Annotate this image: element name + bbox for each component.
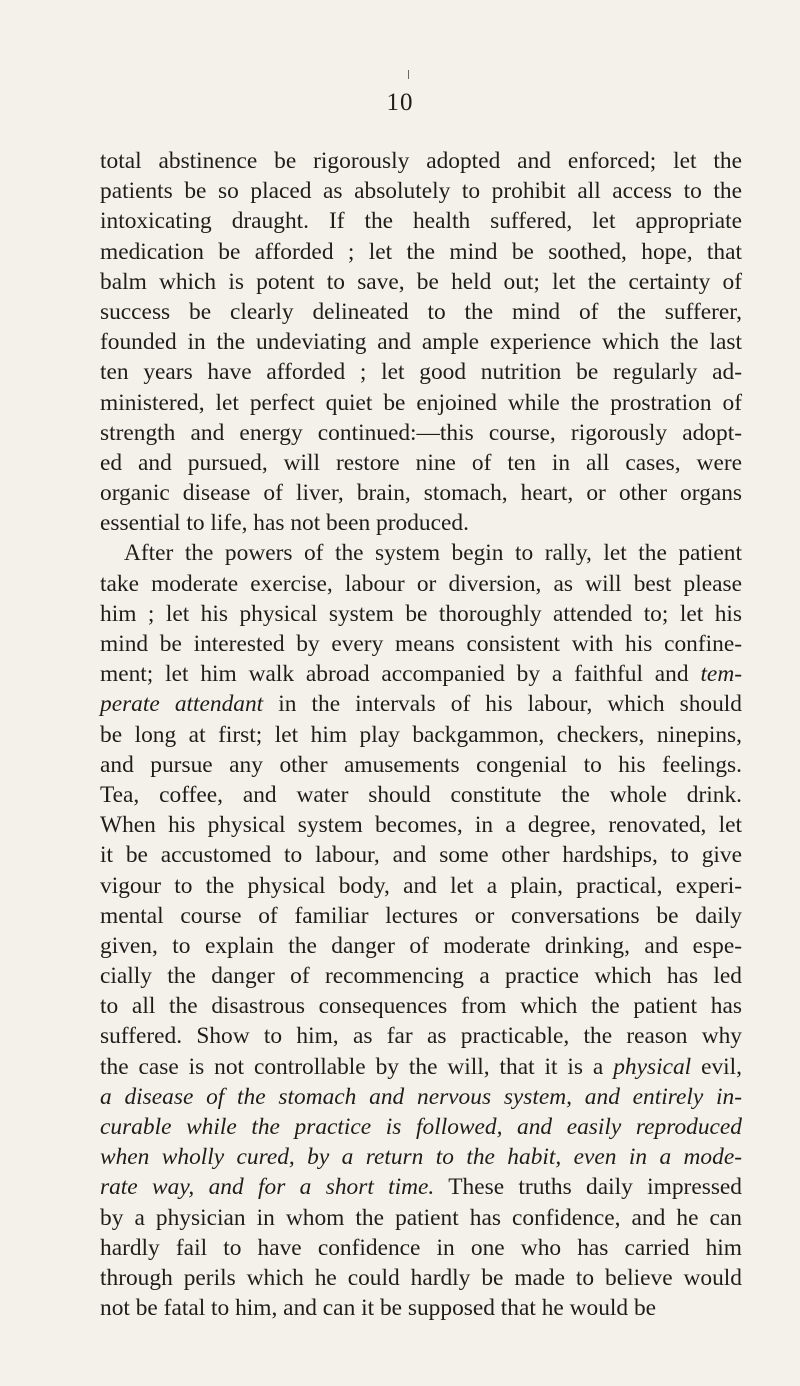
- text-line: [100, 357, 742, 387]
- text-segment: suffered. Show to him, as far as practicable, the reason why: [100, 1023, 742, 1050]
- body-text: [100, 146, 742, 1323]
- text-segment: strength and energy continued:—this course, rigorously adopt-: [100, 419, 742, 446]
- text-line: [100, 599, 742, 629]
- italic-text-segment: curable while the practice is followed, and easily reproduced: [100, 1114, 742, 1140]
- text-line: [100, 961, 742, 991]
- text-segment: mental course of familiar lectures or conversations be daily: [100, 902, 742, 929]
- text-segment: through perils which he could hardly be made to believe would: [100, 1264, 742, 1291]
- text-line: [100, 629, 742, 659]
- text-line: [100, 810, 742, 840]
- text-segment: ministered, let perfect quiet be enjoined while the prostration of: [100, 389, 742, 416]
- text-line: [100, 1021, 742, 1051]
- text-segment: essential to life, has not been produced.: [100, 510, 469, 537]
- text-line: [100, 1082, 742, 1112]
- text-segment: intoxicating draught. If the health suffered, let appropriate: [100, 208, 742, 235]
- text-segment: him ; let his physical system be thoroughly attended to; let his: [100, 600, 742, 627]
- text-segment: ment; let him walk abroad accompanied by a faithful and: [100, 661, 701, 688]
- text-line: [100, 508, 742, 538]
- text-line: [100, 297, 742, 327]
- text-segment: it be accustomed to labour, and some other hardships, to give: [100, 842, 742, 869]
- text-line: [100, 1293, 742, 1323]
- text-segment: given, to explain the danger of moderate drinking, and espe-: [100, 932, 742, 959]
- text-segment: founded in the undeviating and ample experience which the last: [100, 329, 742, 356]
- text-segment: When his physical system becomes, in a degree, renovated, let: [100, 812, 742, 839]
- text-segment: success be clearly delineated to the mind of the sufferer,: [100, 298, 742, 325]
- text-line: [100, 1233, 742, 1263]
- text-segment: to all the disastrous consequences from which the patient has: [100, 993, 742, 1020]
- text-segment: vigour to the physical body, and let a plain, practical, experi-: [100, 872, 742, 899]
- text-line: [100, 871, 742, 901]
- text-line: [100, 478, 742, 508]
- text-segment: Tea, coffee, and water should constitute the whole drink.: [100, 781, 742, 808]
- text-segment: After the powers of the system begin to rally, let the patient: [124, 540, 742, 567]
- text-segment: ten years have afforded ; let good nutrition be regularly ad-: [100, 359, 742, 386]
- text-line: [100, 1052, 742, 1082]
- text-segment: take moderate exercise, labour or diversion, as will best please: [100, 570, 742, 597]
- text-segment: hardly fail to have confidence in one who has carried him: [100, 1234, 742, 1261]
- text-segment: evil,: [691, 1053, 742, 1080]
- text-line: [100, 418, 742, 448]
- page-number: 10: [386, 89, 414, 116]
- print-mark: [408, 70, 409, 79]
- text-line: [100, 1112, 742, 1142]
- italic-text-segment: perate attendant: [100, 691, 264, 718]
- text-line: [100, 388, 742, 418]
- text-line: [100, 689, 742, 719]
- text-segment: These truths daily impressed: [434, 1174, 742, 1201]
- text-line: [100, 237, 742, 267]
- text-segment: and pursue any other amusements congenial to his feelings.: [100, 751, 742, 778]
- text-line: [100, 327, 742, 357]
- text-segment: by a physician in whom the patient has confidence, and he can: [100, 1204, 742, 1231]
- italic-text-segment: a disease of the stomach and nervous system, and entirely in-: [100, 1083, 742, 1110]
- text-line: [100, 206, 742, 236]
- text-line: [100, 659, 742, 689]
- text-line: [100, 569, 742, 599]
- text-line: [100, 1142, 742, 1172]
- text-line: [100, 1263, 742, 1293]
- text-line: [100, 931, 742, 961]
- text-segment: ed and pursued, will restore nine of ten in all cases, were: [100, 449, 742, 476]
- text-line: [100, 176, 742, 206]
- italic-text-segment: rate way, and for a short time.: [100, 1174, 435, 1201]
- italic-text-segment: tem-: [700, 661, 742, 688]
- text-segment: total abstinence be rigorously adopted and enforced; let the: [100, 148, 742, 174]
- italic-text-segment: physical: [613, 1053, 692, 1080]
- text-segment: balm which is potent to save, be held out; let the certainty of: [100, 268, 742, 295]
- text-line: [100, 1172, 742, 1202]
- text-line: [100, 780, 742, 810]
- text-segment: in the intervals of his labour, which should: [263, 691, 742, 718]
- text-segment: the case is not controllable by the will, that it is a: [100, 1053, 614, 1080]
- text-line: [100, 448, 742, 478]
- text-segment: patients be so placed as absolutely to prohibit all access to the: [100, 178, 742, 205]
- text-line: [100, 840, 742, 870]
- text-segment: organic disease of liver, brain, stomach, heart, or other organs: [100, 480, 742, 507]
- text-line: [100, 146, 742, 176]
- text-segment: not be fatal to him, and can it be supposed that he would be: [100, 1295, 657, 1322]
- text-segment: cially the danger of recommencing a practice which has led: [100, 963, 742, 990]
- text-line: [100, 538, 742, 568]
- text-line: [100, 750, 742, 780]
- text-line: [100, 720, 742, 750]
- italic-text-segment: when wholly cured, by a return to the habit, even in a mode-: [100, 1144, 742, 1171]
- text-segment: be long at first; let him play backgammon, checkers, ninepins,: [100, 721, 742, 748]
- text-line: [100, 267, 742, 297]
- text-line: [100, 1203, 742, 1233]
- text-segment: medication be afforded ; let the mind be soothed, hope, that: [100, 238, 742, 265]
- text-segment: mind be interested by every means consistent with his confine-: [100, 631, 742, 657]
- text-line: [100, 901, 742, 931]
- text-line: [100, 991, 742, 1021]
